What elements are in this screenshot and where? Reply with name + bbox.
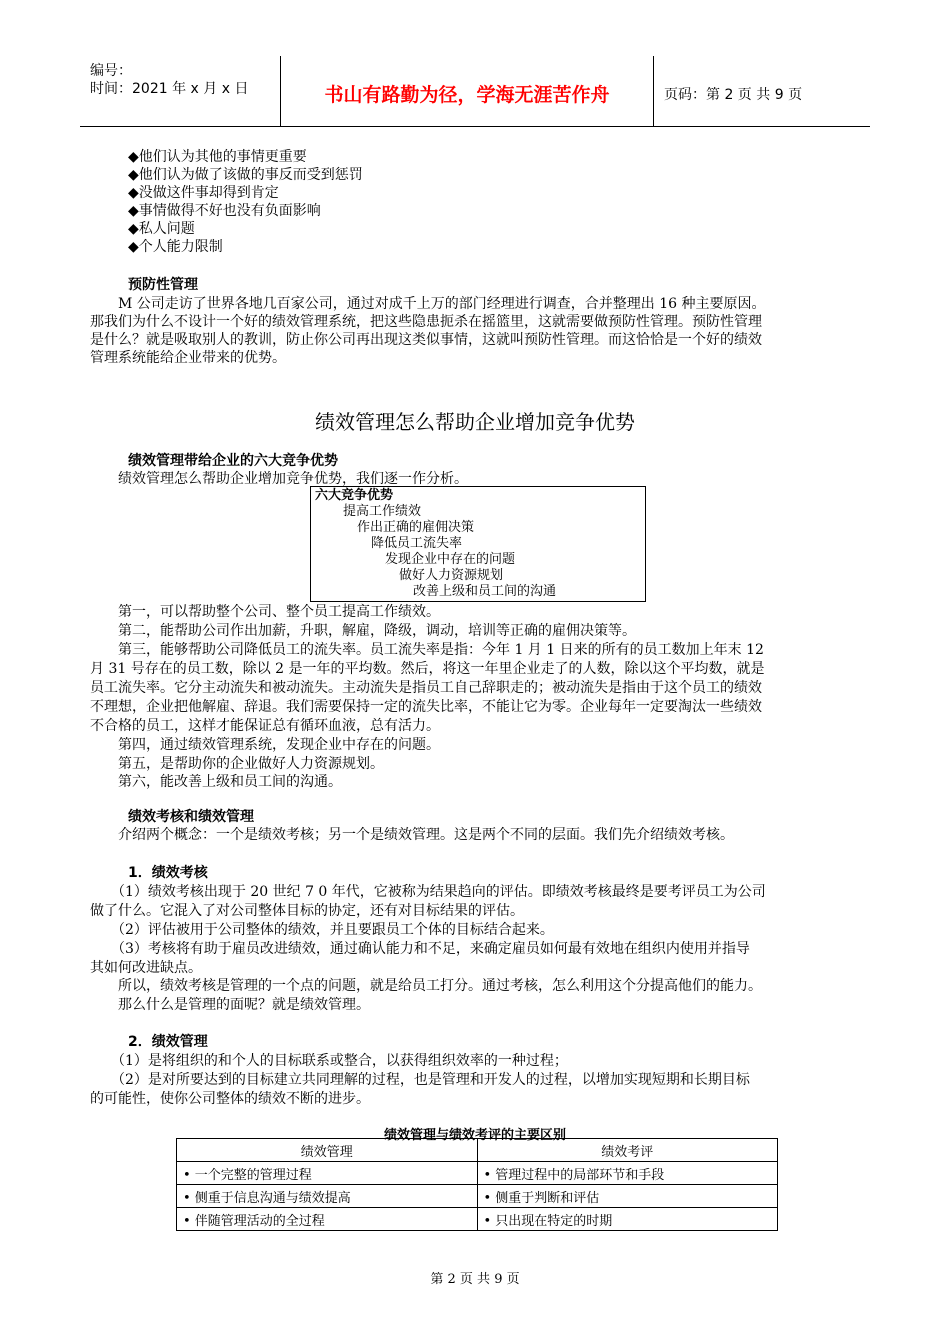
time-label: 时间：2021 年 x 月 x 日 bbox=[90, 81, 249, 97]
paragraph-line: 的可能性，使你公司整体的绩效不断的进步。 bbox=[90, 1091, 370, 1107]
paragraph-line: 员工流失率。它分主动流失和被动流失。主动流失是指员工自己辞职走的；被动流失是指由于这个员工的绩效 bbox=[90, 680, 762, 696]
paragraph-line: 那我们为什么不设计一个好的绩效管理系统，把这些隐患扼杀在摇篮里，这就需要做预防性管理。预防性管理 bbox=[90, 314, 762, 330]
page-info: 页码：第 2 页 共 9 页 bbox=[664, 87, 803, 103]
paragraph-line: 是什么？就是吸取别人的教训，防止你公司再出现这类似事情，这就叫预防性管理。而这恰恰是一个好的绩效 bbox=[90, 332, 762, 348]
box-item: 降低员工流失率 bbox=[371, 536, 463, 551]
bullet-item: ◆事情做得不好也没有负面影响 bbox=[128, 203, 321, 219]
paragraph-line: 第五，是帮助你的企业做好人力资源规划。 bbox=[90, 756, 384, 772]
paragraph-line: （1）绩效考核出现于 20 世纪 7 0 年代，它被称为结果趋向的评估。即绩效考核最终是要考评员工为公司 bbox=[90, 884, 766, 900]
paragraph-line: （3）考核将有助于雇员改进绩效，通过确认能力和不足，来确定雇员如何最有效地在组织内使用并指导 bbox=[90, 941, 750, 957]
comparison-table bbox=[176, 1138, 778, 1231]
paragraph-line: （2）评估被用于公司整体的绩效，并且要跟员工个体的目标结合起来。 bbox=[90, 922, 554, 938]
table-cell: • 伴随管理活动的全过程 bbox=[177, 1208, 478, 1231]
bullet-item: ◆私人问题 bbox=[128, 221, 195, 237]
bullet-item: ◆他们认为其他的事情更重要 bbox=[128, 149, 307, 165]
serial-label: 编号： bbox=[90, 63, 132, 79]
concepts-heading: 绩效考核和绩效管理 bbox=[128, 809, 254, 825]
page-header bbox=[80, 56, 870, 127]
table-cell: • 侧重于信息沟通与绩效提高 bbox=[177, 1185, 478, 1208]
paragraph-line: 做了什么。它混入了对公司整体目标的协定，还有对目标结果的评估。 bbox=[90, 903, 524, 919]
bullet-item: ◆没做这件事却得到肯定 bbox=[128, 185, 279, 201]
bullet-item: ◆个人能力限制 bbox=[128, 239, 223, 255]
table-cell: • 只出现在特定的时期 bbox=[477, 1208, 778, 1231]
table-header-cell: 绩效考评 bbox=[477, 1139, 778, 1162]
bullet-item: ◆他们认为做了该做的事反而受到惩罚 bbox=[128, 167, 363, 183]
paragraph-line: 其如何改进缺点。 bbox=[90, 960, 202, 976]
box-item: 提高工作绩效 bbox=[343, 504, 422, 519]
preventive-heading: 预防性管理 bbox=[128, 277, 198, 293]
header-page-cell bbox=[654, 56, 870, 126]
table-row bbox=[177, 1208, 778, 1231]
paragraph-line: 不合格的员工，这样才能保证总有循环血液，总有活力。 bbox=[90, 718, 440, 734]
appraisal-heading: 1．绩效考核 bbox=[128, 865, 208, 881]
table-title: 绩效管理与绩效考评的主要区别 bbox=[383, 1128, 566, 1143]
box-item: 做好人力资源规划 bbox=[399, 568, 504, 583]
paragraph-line: 那么什么是管理的面呢？就是绩效管理。 bbox=[90, 997, 370, 1013]
table-header-row bbox=[177, 1139, 778, 1162]
paragraph-line: 不理想，企业把他解雇、辞退。我们需要保持一定的流失比率，不能让它为零。企业每年一定要淘汰一些绩效 bbox=[90, 699, 762, 715]
box-item: 作出正确的雇佣决策 bbox=[357, 520, 475, 535]
table-row bbox=[177, 1185, 778, 1208]
paragraph-line: 第三，能够帮助公司降低员工的流失率。员工流失率是指：今年 1 月 1 日来的所有的员工数加上年末 12 bbox=[90, 642, 764, 658]
header-meta-cell bbox=[80, 56, 281, 126]
table-header-cell: 绩效管理 bbox=[177, 1139, 478, 1162]
management-heading: 2．绩效管理 bbox=[128, 1034, 208, 1050]
box-item: 发现企业中存在的问题 bbox=[385, 552, 516, 567]
six-advantages-heading: 绩效管理带给企业的六大竞争优势 bbox=[128, 453, 338, 469]
table-cell: • 管理过程中的局部环节和手段 bbox=[477, 1162, 778, 1185]
paragraph-line: （1）是将组织的和个人的目标联系或整合，以获得组织效率的一种过程； bbox=[90, 1053, 568, 1069]
paragraph-line: 管理系统能给企业带来的优势。 bbox=[90, 350, 286, 366]
header-motto-cell bbox=[281, 56, 654, 126]
paragraph-line: 绩效管理怎么帮助企业增加竞争优势，我们逐一作分析。 bbox=[90, 471, 468, 487]
paragraph-line: （2）是对所要达到的目标建立共同理解的过程，也是管理和开发人的过程，以增加实现短期和长期目标 bbox=[90, 1072, 750, 1088]
section-title: 绩效管理怎么帮助企业增加竞争优势 bbox=[315, 410, 635, 434]
page-footer: 第 2 页 共 9 页 bbox=[430, 1272, 520, 1287]
paragraph-line: 第四，通过绩效管理系统，发现企业中存在的问题。 bbox=[90, 737, 440, 753]
paragraph-line: 月 31 号存在的员工数，除以 2 是一年的平均数。然后，将这一年里企业走了的人数，除以这个平均数，就是 bbox=[90, 661, 765, 677]
advantages-box bbox=[310, 486, 646, 602]
table-cell: • 一个完整的管理过程 bbox=[177, 1162, 478, 1185]
table-row bbox=[177, 1162, 778, 1185]
box-item: 改善上级和员工间的沟通 bbox=[413, 584, 557, 599]
motto: 书山有路勤为径，学海无涯苦作舟 bbox=[324, 84, 610, 106]
table-cell: • 侧重于判断和评估 bbox=[477, 1185, 778, 1208]
paragraph-line: M 公司走访了世界各地几百家公司，通过对成千上万的部门经理进行调查，合并整理出 16 种主要原因。 bbox=[90, 296, 766, 312]
paragraph-line: 所以，绩效考核是管理的一个点的问题，就是给员工打分。通过考核，怎么利用这个分提高他们的能力。 bbox=[90, 978, 762, 994]
paragraph-line: 第六，能改善上级和员工间的沟通。 bbox=[90, 774, 342, 790]
box-title: 六大竞争优势 bbox=[315, 488, 394, 503]
paragraph-line: 第二，能帮助公司作出加薪，升职，解雇，降级，调动，培训等正确的雇佣决策等。 bbox=[90, 623, 636, 639]
paragraph-line: 介绍两个概念：一个是绩效考核；另一个是绩效管理。这是两个不同的层面。我们先介绍绩效考核。 bbox=[90, 827, 734, 843]
paragraph-line: 第一，可以帮助整个公司、整个员工提高工作绩效。 bbox=[90, 604, 440, 620]
